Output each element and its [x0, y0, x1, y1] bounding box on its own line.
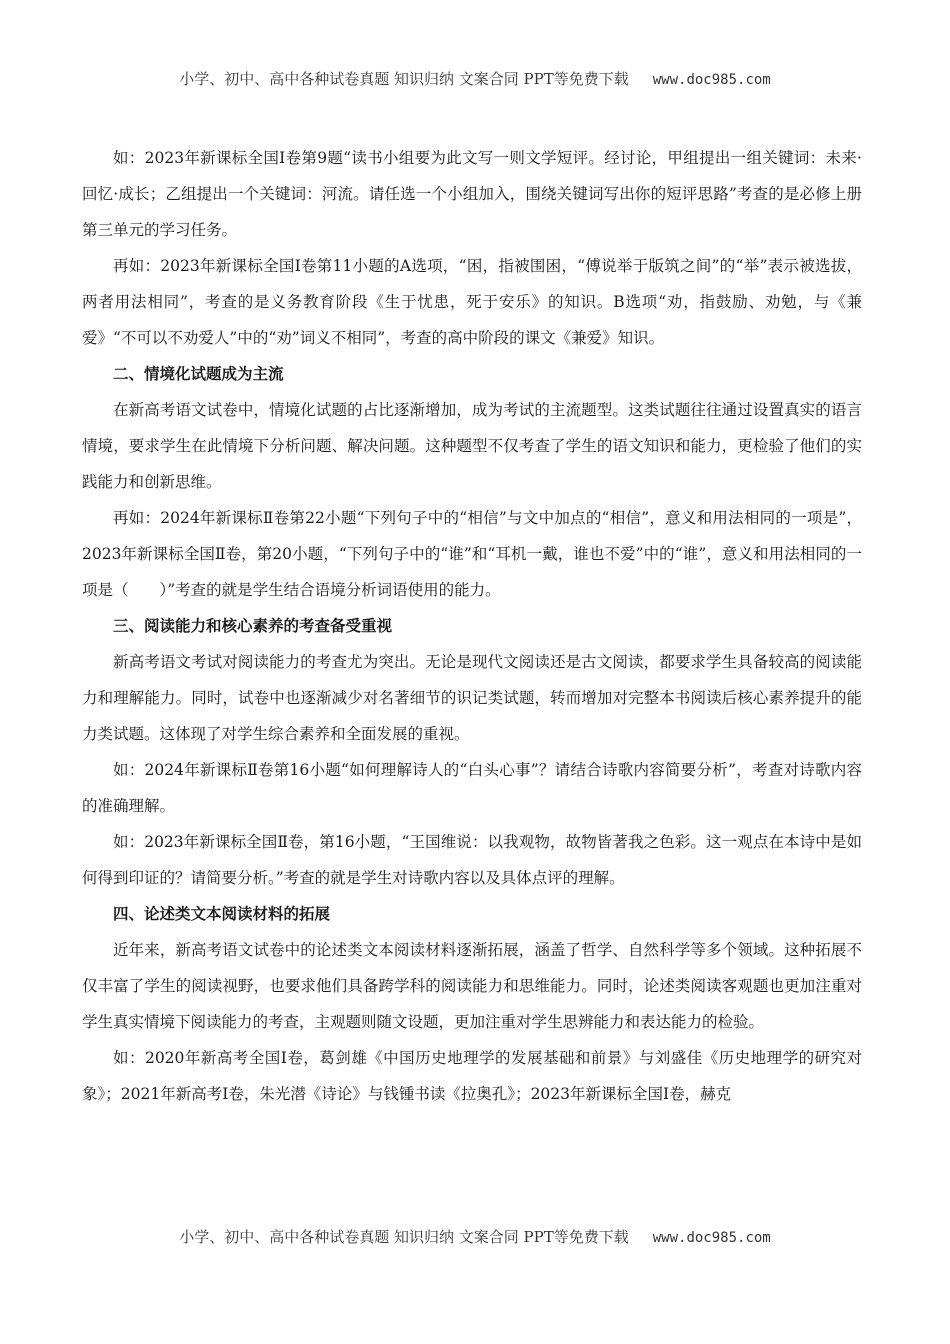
- section-heading: 二、情境化试题成为主流: [113, 365, 284, 383]
- paragraph: 新高考语文考试对阅读能力的考查尤为突出。无论是现代文阅读还是古文阅读，都要求学生具备较高的阅读能力和理解能力。同时，试卷中也逐渐减少对名著细节的识记类试题，转而增加对完整本书阅读后核心素养提升的能力类试题。这体现了对学生综合素养和全面发展的重视。: [82, 653, 862, 743]
- document-body: [82, 140, 862, 1112]
- header-url-link[interactable]: www.doc985.com: [652, 72, 771, 88]
- paragraph: 再如：2024年新课标Ⅱ卷第22小题“下列句子中的“相信”与文中加点的“相信”，意义和用法相同的一项是”，2023年新课标全国Ⅱ卷，第20小题，“下列句子中的“谁”和“耳机一戴，谁也不爱”中的“谁”，意义和用法相同的一项是（ ）”考查的就是学生结合语境分析词语使用的能力。: [82, 509, 862, 599]
- header-text: 小学、初中、高中各种试卷真题 知识归纳 文案合同 PPT等免费下载: [179, 70, 629, 88]
- paragraph: 如：2023年新课标全国Ⅱ卷，第16小题，“王国维说：以我观物，故物皆著我之色彩。这一观点在本诗中是如何得到印证的？请简要分析。”考查的就是学生对诗歌内容以及具体点评的理解。: [82, 833, 862, 887]
- page-footer: [0, 1226, 950, 1247]
- paragraph: 如：2023年新课标全国Ⅰ卷第9题“读书小组要为此文写一则文学短评。经讨论，甲组提出一组关键词：未来·回忆·成长；乙组提出一个关键词：河流。请任选一个小组加入，围绕关键词写出你的短评思路”考查的是必修上册第三单元的学习任务。: [82, 149, 862, 239]
- section-heading: 三、阅读能力和核心素养的考查备受重视: [113, 617, 393, 635]
- paragraph: 近年来，新高考语文试卷中的论述类文本阅读材料逐渐拓展，涵盖了哲学、自然科学等多个领域。这种拓展不仅丰富了学生的阅读视野，也要求他们具备跨学科的阅读能力和思维能力。同时，论述类阅读客观题也更加注重对学生真实情境下阅读能力的考查，主观题则随文设题，更加注重对学生思辨能力和表达能力的检验。: [82, 941, 862, 1031]
- paragraph: 在新高考语文试卷中，情境化试题的占比逐渐增加，成为考试的主流题型。这类试题往往通过设置真实的语言情境，要求学生在此情境下分析问题、解决问题。这种题型不仅考查了学生的语文知识和能力，更检验了他们的实践能力和创新思维。: [82, 401, 862, 491]
- paragraph: 再如：2023年新课标全国Ⅰ卷第11小题的A选项，“困，指被围困，“傅说举于版筑之间”的“举”表示被选拔，两者用法相同”，考查的是义务教育阶段《生于忧患，死于安乐》的知识。B选项“劝，指鼓励、劝勉，与《兼爱》“不可以不劝爱人”中的“劝”词义不相同”，考查的高中阶段的课文《兼爱》知识。: [82, 257, 862, 347]
- footer-text: 小学、初中、高中各种试卷真题 知识归纳 文案合同 PPT等免费下载: [179, 1228, 629, 1246]
- page-header: [0, 68, 950, 89]
- paragraph: 如：2020年新高考全国Ⅰ卷，葛剑雄《中国历史地理学的发展基础和前景》与刘盛佳《历史地理学的研究对象》；2021年新高考Ⅰ卷，朱光潜《诗论》与钱锺书读《拉奥孔》；2023年新课标全国Ⅰ卷，赫克: [82, 1049, 862, 1103]
- footer-url-link[interactable]: www.doc985.com: [652, 1230, 771, 1246]
- paragraph: 如：2024年新课标Ⅱ卷第16小题“如何理解诗人的“白头心事”？请结合诗歌内容简要分析”，考查对诗歌内容的准确理解。: [82, 761, 862, 815]
- section-heading: 四、论述类文本阅读材料的拓展: [113, 905, 331, 923]
